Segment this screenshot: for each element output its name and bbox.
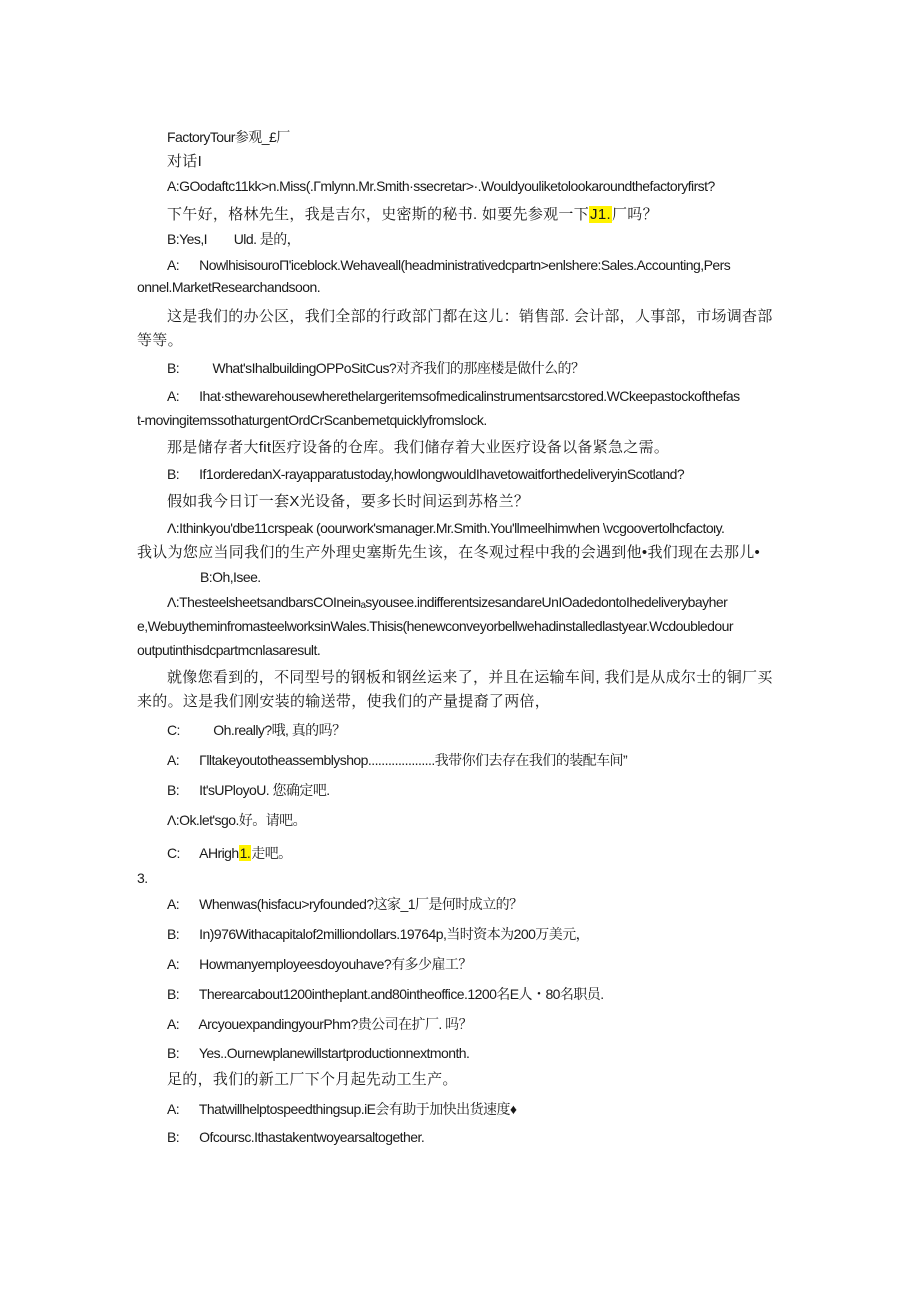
- highlight-mark: J1.: [590, 206, 611, 223]
- dialog-line-05: onnel.MarketResearchandsoon.: [137, 279, 321, 295]
- dialog-line-34: A: Thatwillhelptospeedthingsup.iE会有助于加快出货速度♦: [167, 1101, 517, 1117]
- dialog-line-20: 就像您看到的，不同型号的钢板和钢丝运来了，并且在运输车间, 我们是从成尔士的铜厂买: [167, 669, 773, 686]
- dialog-line-09: A: Ihat·sthewarehousewherethelargeritemsofmedicalinstrumentsarcstored.WCkeepastockofthefas: [167, 388, 740, 404]
- dialog-line-17: Λ:ThesteelsheetsandbarsCOIneinₐsyousee.indifferentsizesandareUnIOadedontoIhedeliverybayher: [167, 594, 728, 610]
- dialog-line-27: A: Whenwas(hisfacu>ryfounded?这家_1厂是何时成立的？: [167, 896, 523, 912]
- dialog-line-29: A: Howmanyemployeesdoyouhave?有多少雇工？: [167, 956, 472, 972]
- dialog-label: 对话I: [167, 153, 203, 170]
- dialog-line-06: 这是我们的办公区，我们全部的行政部门都在这儿：销售部. 会计部，人事部，市场调杳部: [167, 308, 773, 325]
- dialog-line-25: Λ:Ok.let'sgo.好。请吧。: [167, 812, 307, 828]
- dialog-line-03: B:Yes,I Uld. 是的，: [167, 231, 301, 247]
- dialog-line-07: 等等。: [137, 332, 183, 349]
- dialog-line-33: 足的，我们的新工厂下个月起先动工生产。: [167, 1071, 458, 1088]
- dialog-line-35: B: Ofcoursc.Ithastakentwoyearsaltogether.: [167, 1129, 425, 1145]
- dialog-line-10: t-movingitemssothaturgentOrdCrScanbemetquicklyfromslock.: [137, 412, 487, 428]
- dialog-line-26-text-b: 走吧。: [251, 845, 292, 861]
- dialog-line-04: A: NowlhisisouroΠ'iceblock.Wehaveall(headministrativedcpartn>enlshere:Sales.Accounting,Pers: [167, 257, 731, 273]
- dialog-line-32: B: Yes..Ournewplanewillstartproductionnextmonth.: [167, 1045, 470, 1061]
- dialog-line-11: 那是储存者大fit医疗设备的仓库。我们储存着大业医疗设备以备紧急之需。: [167, 439, 670, 456]
- dialog-line-01: A:GOodaftc11kk>n.Miss(.Γmlynn.Mr.Smith·ssecretar>·.Wouldyouliketolookaroundthefactoryfirst?: [167, 178, 715, 194]
- dialog-line-14: Λ:Ithinkyou'dbe11crspeak (oourwork'smanager.Mr.Smith.You'llmeelhimwhen \vcgoovertolhcfactoιy.: [167, 520, 725, 536]
- section-number: 3.: [137, 870, 148, 886]
- dialog-line-15: 我认为您应当同我们的生产外理史塞斯先生该，在冬观过程中我的会遇到他•我们现在去那儿•: [137, 544, 761, 561]
- dialog-line-02-text-a: 下午好，格林先生，我是吉尔，史密斯的秘书. 如要先参观一下: [167, 206, 590, 223]
- dialog-line-16: B:Oh,Isee.: [200, 569, 261, 585]
- dialog-line-28: B: In)976Withacapitalof2milliondollars.19764p,当时资本为200万美元，: [167, 926, 590, 942]
- dialog-line-19: outputinthisdcpartmcnlasaresult.: [137, 642, 321, 658]
- dialog-line-21: 来的。这是我们刚安装的输送带，使我们的产量提裔了两倍，: [137, 693, 551, 710]
- dialog-line-02-text-b: 厂吗？: [611, 206, 658, 223]
- dialog-line-13: 假如我今日订一套X光设备，要多长时间运到苏格兰？: [167, 493, 530, 510]
- dialog-line-12: B: If1orderedanX-rayapparatustoday,howlongwouldIhavetowaitforthedeliveryinScotland?: [167, 466, 685, 482]
- dialog-line-18: e,WebuytheminfromasteelworksinWales.Thisis(henewconveyorbellwehadinstalledlastyear.Wcdoubledour: [137, 618, 733, 634]
- dialog-line-02: [167, 205, 658, 225]
- dialog-line-22: C: Oh.really?哦, 真的吗？: [167, 722, 346, 738]
- highlight-mark: 1.: [239, 845, 251, 861]
- dialog-line-31: A: ArcyouexpandingyourPhm?贵公司在扩厂. 吗？: [167, 1016, 473, 1032]
- dialog-line-26-text-a: C: AHrigh: [167, 845, 239, 861]
- dialog-line-08: B: What'sIhalbuildingOPPoSitCus?对齐我们的那座楼是做什么的？: [167, 360, 585, 376]
- dialog-line-23: A: Γlltakeyoutotheassemblyshop....................我带你们去存在我们的装配车间”: [167, 752, 628, 768]
- document-title: FactoryTour参观_£厂: [167, 129, 290, 145]
- dialog-line-24: B: It'sUPloyoU. 您确定吧.: [167, 782, 330, 798]
- dialog-line-30: B: Therearcabout1200intheplant.and80intheoffice.1200名E人・80名职员.: [167, 986, 604, 1002]
- dialog-line-26: [167, 843, 292, 863]
